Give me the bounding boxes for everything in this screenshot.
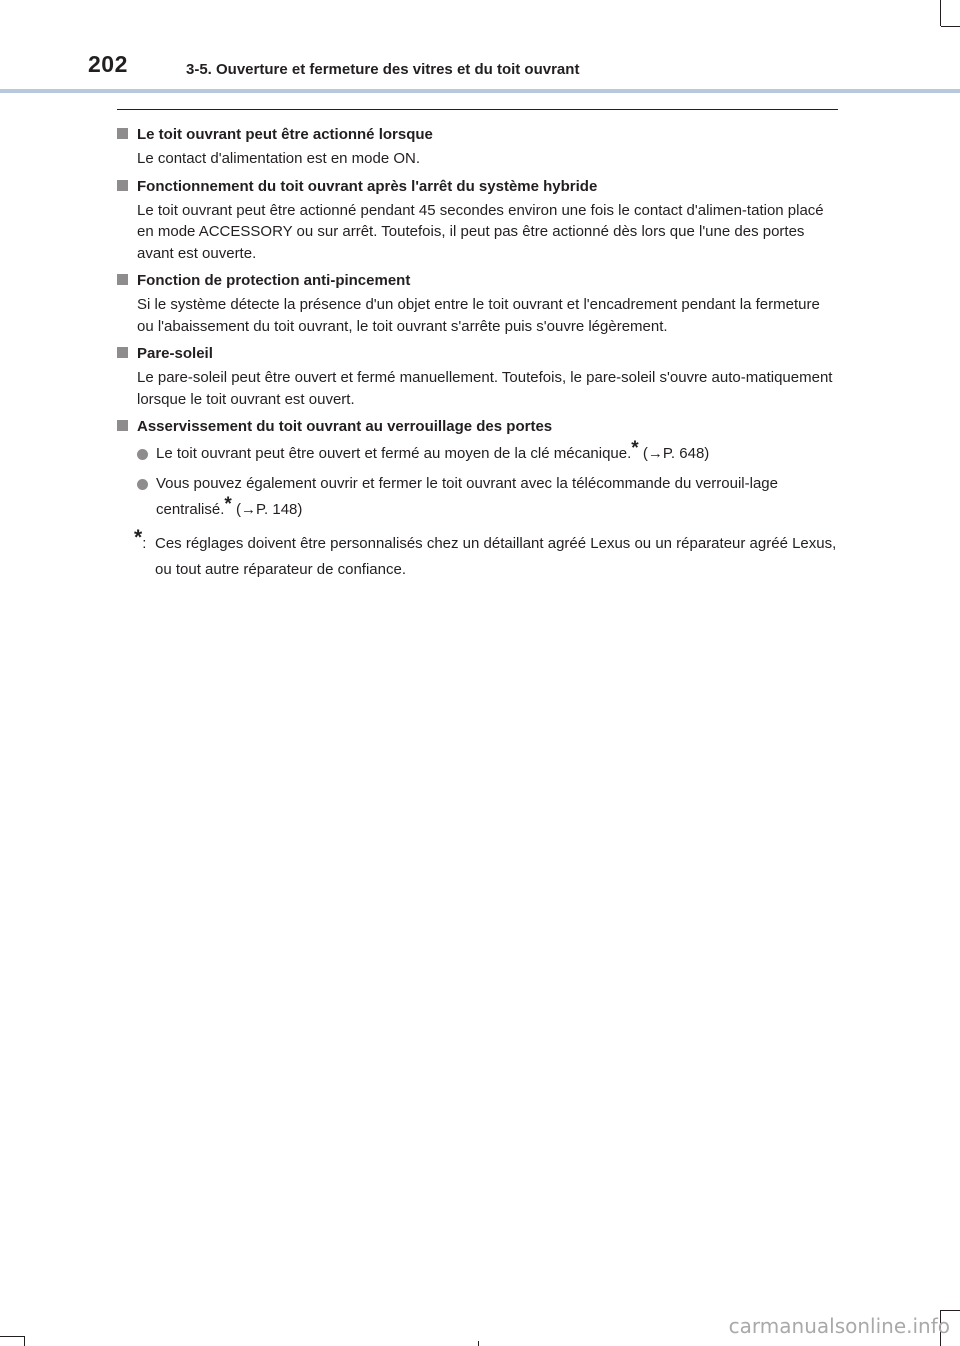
item-body: Le pare-soleil peut être ouvert et fermé manuellement. Toutefois, le pare-soleil s'ouvre auto-matiquement lorsque le toit ouvrant est ouvert.	[137, 369, 833, 408]
bullet-list	[117, 438, 839, 523]
item-heading	[117, 270, 839, 291]
watermark: carmanualsonline.info	[728, 1314, 950, 1338]
item-heading-text: Pare-soleil	[137, 345, 213, 362]
item-heading	[117, 343, 839, 364]
item-after-hybrid-stop	[117, 176, 839, 265]
page-number: 202	[88, 51, 128, 77]
footnote-mark	[134, 526, 155, 583]
footnote-text: Ces réglages doivent être personnalisés chez un détaillant agréé Lexus ou un réparateur agréé Lexus, ou tout autre réparateur de confiance.	[155, 535, 837, 578]
square-bullet-icon	[117, 347, 128, 358]
square-bullet-icon	[117, 420, 128, 431]
square-bullet-icon	[117, 128, 128, 139]
circle-bullet-icon	[137, 449, 148, 460]
footnote-star: *	[224, 494, 232, 515]
circle-bullet-icon	[137, 479, 148, 490]
header-rule	[0, 89, 960, 93]
square-bullet-icon	[117, 274, 128, 285]
item-heading	[117, 124, 839, 145]
item-sunshade	[117, 343, 839, 410]
page-reference-link[interactable]: (→P. 648)	[638, 445, 710, 462]
section-title: 3-5. Ouverture et fermeture des vitres et du toit ouvrant	[186, 61, 580, 78]
crop-mark	[940, 0, 941, 26]
item-heading	[117, 416, 839, 437]
list-item	[117, 438, 839, 467]
item-body: Le toit ouvrant peut être actionné pendant 45 secondes environ une fois le contact d'alimen-tation placé en mode ACCESSORY ou sur arrêt. Toutefois, il peut pas être actionné dès lors que l'une des portes avant est ouverte.	[137, 201, 824, 262]
crop-mark	[940, 1310, 960, 1311]
crop-mark	[941, 26, 960, 27]
list-item-text	[156, 438, 710, 467]
item-heading-text: Fonctionnement du toit ouvrant après l'arrêt du système hybride	[137, 177, 598, 195]
footnote-separator: :	[142, 535, 147, 552]
crop-mark	[0, 1336, 24, 1337]
footnote	[117, 526, 839, 583]
page-reference-link[interactable]: (→P. 148)	[231, 501, 303, 518]
square-bullet-icon	[117, 180, 128, 191]
footnote-star: *	[134, 526, 143, 549]
list-item-text	[156, 471, 839, 523]
item-heading-text: Asservissement du toit ouvrant au verrouillage des portes	[137, 418, 553, 435]
list-item-body: Le toit ouvrant peut être ouvert et fermé au moyen de la clé mécanique.	[156, 445, 632, 462]
crop-mark	[24, 1336, 25, 1346]
item-body: Le contact d'alimentation est en mode ON.	[137, 150, 421, 167]
footnote-star: *	[631, 438, 639, 459]
item-body: Si le système détecte la présence d'un objet entre le toit ouvrant et l'encadrement pendant la fermeture ou l'abaissement du toit ouvrant, le toit ouvrant s'arrête puis s'ouvre légèrement.	[137, 296, 820, 335]
page-content	[117, 124, 839, 583]
item-heading-text: Fonction de protection anti-pincement	[137, 272, 411, 289]
item-door-lock-link	[117, 416, 839, 523]
content-rule	[117, 109, 838, 110]
list-item-body: Vous pouvez également ouvrir et fermer le toit ouvrant avec la télécommande du verrouil-lage centralisé.	[156, 475, 778, 518]
item-anti-pinch	[117, 270, 839, 337]
crop-mark	[478, 1341, 479, 1346]
item-heading-text: Le toit ouvrant peut être actionné lorsque	[137, 126, 433, 143]
item-operation-condition	[117, 124, 839, 170]
item-heading	[117, 176, 839, 197]
list-item	[117, 471, 839, 523]
